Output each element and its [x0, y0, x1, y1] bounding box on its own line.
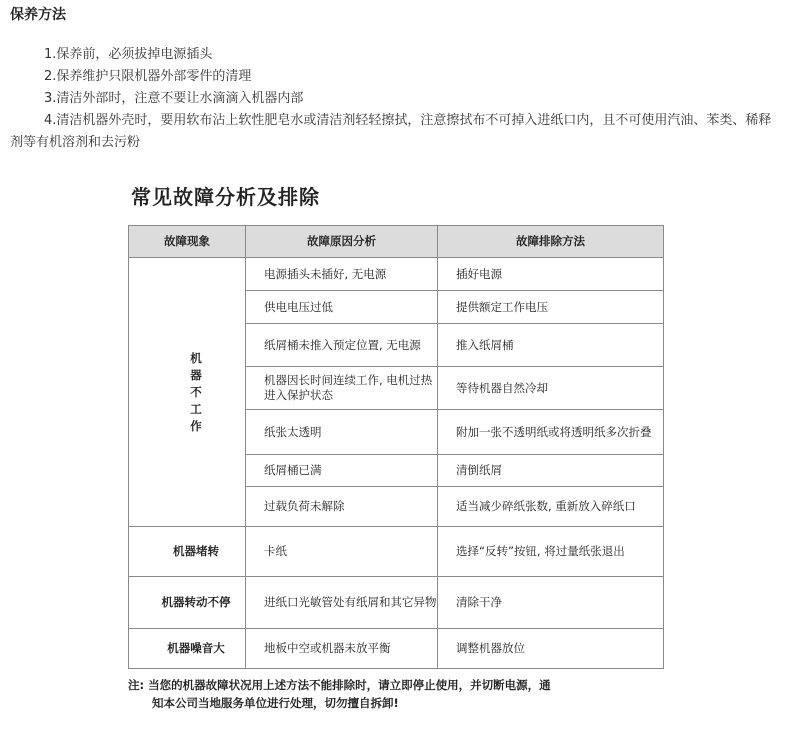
troubleshooting-table: [128, 225, 664, 669]
fix-cell: 插好电源: [438, 258, 664, 291]
header-symptom: 故障现象: [129, 226, 246, 258]
maintenance-item: 2.保养维护只限机器外部零件的清理: [44, 69, 252, 84]
table-row: [129, 258, 664, 291]
fix-cell: 清除干净: [438, 577, 664, 629]
symptom-text: 机器不工作: [190, 350, 202, 433]
maintenance-item: 1.保养前，必须拔掉电源插头: [44, 47, 213, 62]
symptom-cell: 机器噪音大: [129, 629, 246, 669]
table-header-row: [129, 226, 664, 258]
fix-cell: 适当减少碎纸张数, 重新放入碎纸口: [438, 487, 664, 527]
fix-cell: 等待机器自然冷却: [438, 367, 664, 410]
cause-cell: 纸屑桶未推入预定位置, 无电源: [246, 324, 438, 367]
cause-cell: 纸屑桶已满: [246, 455, 438, 487]
cause-cell: 进纸口光敏管处有纸屑和其它异物: [246, 577, 438, 629]
symptom-cell: 机器转动不停: [129, 577, 246, 629]
table-row: [129, 629, 664, 669]
fix-cell: 调整机器放位: [438, 629, 664, 669]
section-title: 保养方法: [10, 7, 66, 23]
footnote-line: 知本公司当地服务单位进行处理，切勿擅自拆卸!: [152, 696, 399, 710]
fix-cell: 推入纸屑桶: [438, 324, 664, 367]
cause-cell: 过载负荷未解除: [246, 487, 438, 527]
maintenance-item: 4.清洁机器外壳时，要用软布沾上软性肥皂水或清洁剂轻轻擦拭，注意擦拭布不可掉入进纸口内，且不可使用汽油、苯类、稀释剂等有机溶剂和去污粉: [10, 113, 772, 150]
header-fix: 故障排除方法: [438, 226, 664, 258]
footnote-line: 注: 当您的机器故障状况用上述方法不能排除时，请立即停止使用，并切断电源，通: [128, 678, 551, 692]
fix-cell: 提供额定工作电压: [438, 291, 664, 324]
footnote: [128, 676, 658, 712]
cause-cell: 机器因长时间连续工作, 电机过热进入保护状态: [246, 367, 438, 410]
cause-cell: 纸张太透明: [246, 410, 438, 455]
maintenance-item: 3.清洁外部时，注意不要让水滴滴入机器内部: [44, 91, 304, 106]
cause-cell: 卡纸: [246, 527, 438, 577]
cause-cell: 供电电压过低: [246, 291, 438, 324]
header-cause: 故障原因分析: [246, 226, 438, 258]
cause-cell: 电源插头未插好, 无电源: [246, 258, 438, 291]
maintenance-list: [10, 44, 778, 154]
symptom-cell: [129, 258, 246, 527]
fix-cell: 清倒纸屑: [438, 455, 664, 487]
table-row: [129, 527, 664, 577]
table-row: [129, 577, 664, 629]
fix-cell: 选择“反转”按钮, 将过量纸张退出: [438, 527, 664, 577]
symptom-cell: 机器堵转: [129, 527, 246, 577]
fix-cell: 附加一张不透明纸或将透明纸多次折叠: [438, 410, 664, 455]
cause-cell: 地板中空或机器未放平衡: [246, 629, 438, 669]
troubleshooting-heading: 常见故障分析及排除: [131, 185, 320, 209]
